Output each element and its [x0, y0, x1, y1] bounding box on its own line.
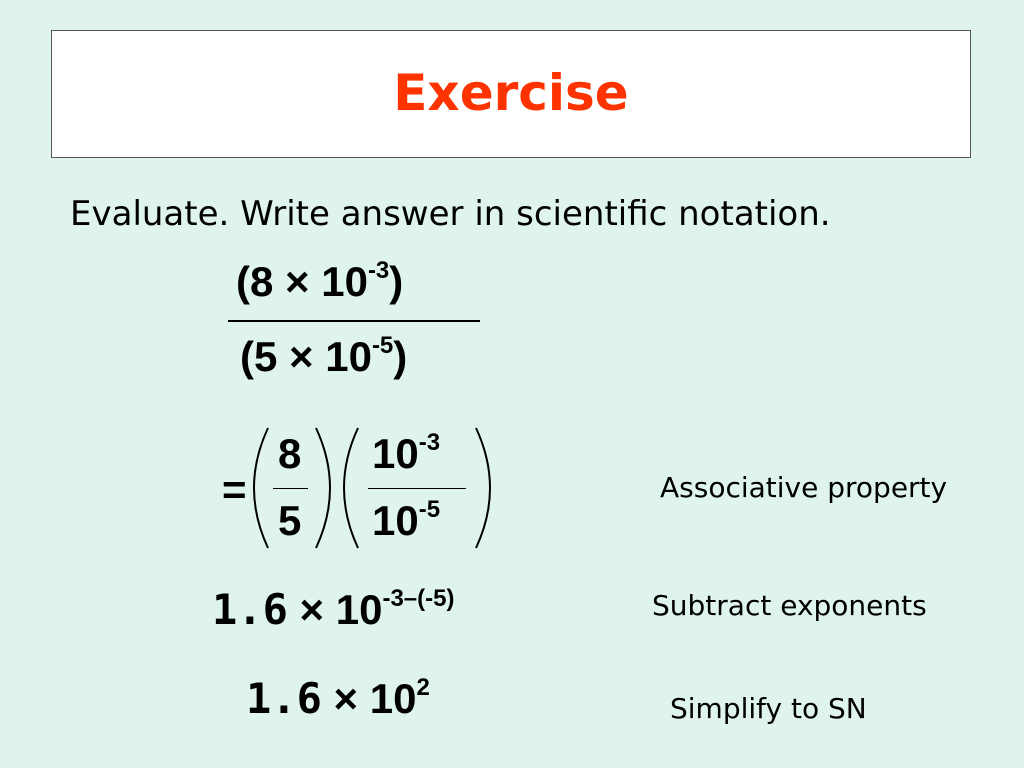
- problem-fraction-bar: [228, 320, 480, 322]
- slide-title: Exercise: [393, 64, 629, 122]
- instruction-text: Evaluate. Write answer in scientific notation.: [70, 194, 831, 234]
- frac2-bar: [368, 488, 466, 489]
- frac2-numerator: [372, 430, 440, 478]
- denominator-text: (5 × 10: [240, 333, 372, 380]
- paren-left-2: [344, 428, 358, 548]
- step3-times: ×: [333, 675, 359, 722]
- frac1-bar: [273, 488, 308, 489]
- step2-base: 10: [335, 586, 383, 633]
- frac1-denominator: 5: [278, 497, 302, 544]
- step2-expression: [212, 585, 454, 634]
- frac1-numerator: 8: [278, 430, 302, 477]
- frac2-num-base: 10: [372, 430, 419, 477]
- denominator-exponent: -5: [371, 332, 394, 359]
- step2-exp: -3–(-5): [382, 585, 455, 612]
- step3-note: Simplify to SN: [670, 692, 867, 725]
- title-box: [51, 30, 971, 158]
- frac2-den-base: 10: [372, 497, 419, 544]
- problem-denominator: [240, 333, 407, 381]
- problem-numerator: [236, 258, 403, 306]
- step1-equals: =: [222, 466, 247, 513]
- denominator-close: ): [393, 333, 408, 380]
- frac2-denominator: [372, 497, 440, 545]
- step2-note: Subtract exponents: [652, 589, 927, 622]
- numerator-exponent: -3: [367, 257, 390, 284]
- step3-exp: 2: [416, 674, 430, 701]
- step3-base: 10: [369, 675, 417, 722]
- frac2-num-exp: -3: [418, 429, 441, 456]
- frac2-den-exp: -5: [418, 496, 441, 523]
- paren-right-1: [316, 428, 330, 548]
- step3-expression: [246, 674, 430, 723]
- step3-coef: 1.6: [246, 674, 322, 723]
- numerator-text: (8 × 10: [236, 258, 368, 305]
- step2-coef: 1.6: [212, 585, 288, 634]
- numerator-close: ): [389, 258, 404, 305]
- step1-note: Associative property: [660, 471, 948, 504]
- paren-left-1: [254, 428, 268, 548]
- paren-right-2: [476, 428, 490, 548]
- step2-times: ×: [299, 586, 325, 633]
